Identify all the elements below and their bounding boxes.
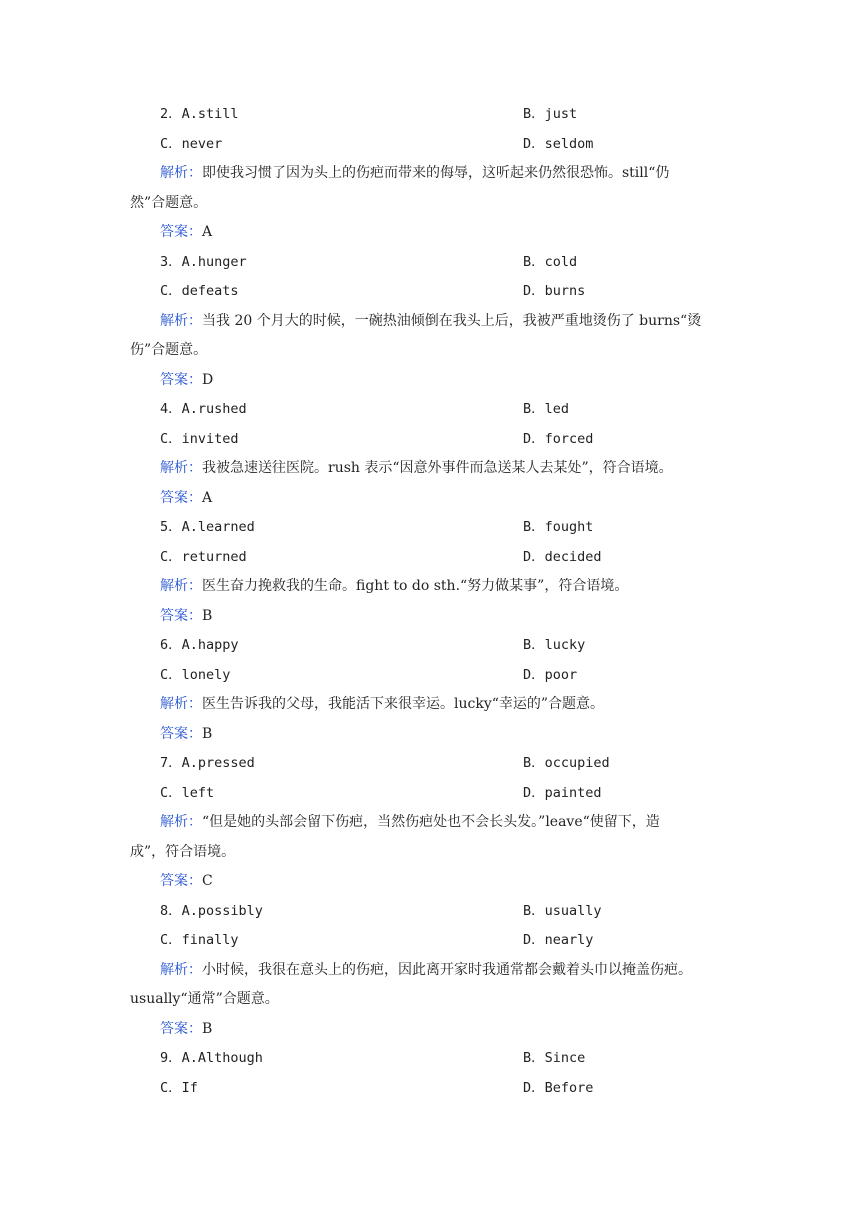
options-row [0,248,860,278]
answer-line [0,1015,860,1045]
answer-line [0,602,860,632]
option-c: C．never [160,135,223,152]
option-c: C．invited [160,430,239,447]
options-row [0,1074,860,1104]
option-b: B．fought [523,519,594,535]
answer-value: A [202,489,213,506]
options-row [0,425,860,455]
answer-value: B [202,725,213,742]
option-d: D．nearly [523,932,594,948]
analysis-label: 解析： [160,696,202,712]
option-c: C．lonely [160,666,231,683]
options-row [0,277,860,307]
answer-label: 答案： [160,489,202,506]
analysis-label: 解析： [160,578,202,594]
answer-value: B [202,607,213,624]
analysis-text: “但是她的头部会留下伤疤，当然伤疤处也不会长头发。”leave“使留下，造 [202,814,660,830]
analysis-paragraph [0,808,732,867]
analysis-label: 解析： [160,460,202,476]
options-row [0,100,860,130]
analysis-paragraph [0,956,732,1015]
option-a: 4．A.rushed [160,401,247,417]
answer-label: 答案： [160,1020,202,1037]
option-a: 8．A.possibly [160,902,263,919]
answer-label: 答案： [160,224,202,240]
answer-line [0,720,860,750]
option-d: D．painted [523,784,602,801]
option-b: B．usually [523,902,602,919]
option-c: C．left [160,784,215,801]
option-b: B．led [523,401,570,417]
options-row [0,395,860,425]
answer-line [0,867,860,897]
option-c: C．finally [160,932,239,948]
options-row [0,661,860,691]
analysis-label: 解析： [160,961,202,978]
option-a: 9．A.Although [160,1050,263,1066]
document-page [0,100,860,1103]
analysis-label: 解析： [160,312,202,329]
answer-label: 答案： [160,873,202,889]
analysis-paragraph [0,307,732,366]
options-row [0,543,860,573]
option-d: D．seldom [523,135,594,152]
options-row [0,631,860,661]
option-b: B．just [523,106,578,122]
option-a: 2．A.still [160,106,239,122]
analysis-text: 即使我习惯了因为头上的伤疤而带来的侮辱，这听起来仍然很恐怖。still“仍 [202,165,670,181]
option-d: D．poor [523,666,578,683]
analysis-text-cont: 然”合题意。 [130,194,208,211]
option-d: D．decided [523,548,602,565]
analysis-text-cont: usually“通常”合题意。 [130,991,279,1007]
answer-line [0,484,860,514]
options-row [0,513,860,543]
option-a: 5．A.learned [160,519,255,535]
answer-line [0,218,860,248]
analysis-paragraph [0,159,732,218]
answer-label: 答案： [160,371,202,388]
options-row [0,779,860,809]
analysis-text: 医生告诉我的父母，我能活下来很幸运。lucky“幸运的”合题意。 [202,696,605,712]
analysis-text: 我被急速送往医院。rush 表示“因意外事件而急送某人去某处”，符合语境。 [202,460,673,476]
option-d: D．burns [523,283,586,299]
option-b: B．Since [523,1050,586,1066]
answer-value: C [202,873,213,889]
analysis-label: 解析： [160,165,202,181]
analysis-label: 解析： [160,814,202,830]
option-d: D．Before [523,1079,594,1096]
option-c: C．defeats [160,283,239,299]
option-a: 7．A.pressed [160,755,255,771]
option-b: B．occupied [523,755,610,771]
answer-value: D [202,371,214,388]
options-row [0,1044,860,1074]
option-d: D．forced [523,430,594,447]
answer-line [0,366,860,396]
option-c: C．returned [160,548,247,565]
analysis-text-cont: 成”，符合语境。 [130,843,236,860]
analysis-text-cont: 伤”合题意。 [130,342,208,358]
analysis-paragraph [0,454,732,484]
analysis-text: 当我 20 个月大的时候，一碗热油倾倒在我头上后，我被严重地烫伤了 burns“烫 [202,312,702,329]
answer-label: 答案： [160,725,202,742]
analysis-paragraph [0,690,732,720]
option-b: B．lucky [523,637,586,653]
options-row [0,749,860,779]
option-a: 6．A.happy [160,637,239,653]
analysis-text: 医生奋力挽救我的生命。fight to do sth.“努力做某事”，符合语境。 [202,578,629,594]
answer-label: 答案： [160,607,202,624]
analysis-text: 小时候，我很在意头上的伤疤，因此离开家时我通常都会戴着头巾以掩盖伤疤。 [202,961,692,978]
options-row [0,926,860,956]
analysis-paragraph [0,572,732,602]
option-c: C．If [160,1079,198,1096]
answer-value: A [202,224,213,240]
options-row [0,130,860,160]
answer-value: B [202,1020,213,1037]
options-row [0,897,860,927]
option-a: 3．A.hunger [160,253,247,270]
option-b: B．cold [523,253,578,270]
